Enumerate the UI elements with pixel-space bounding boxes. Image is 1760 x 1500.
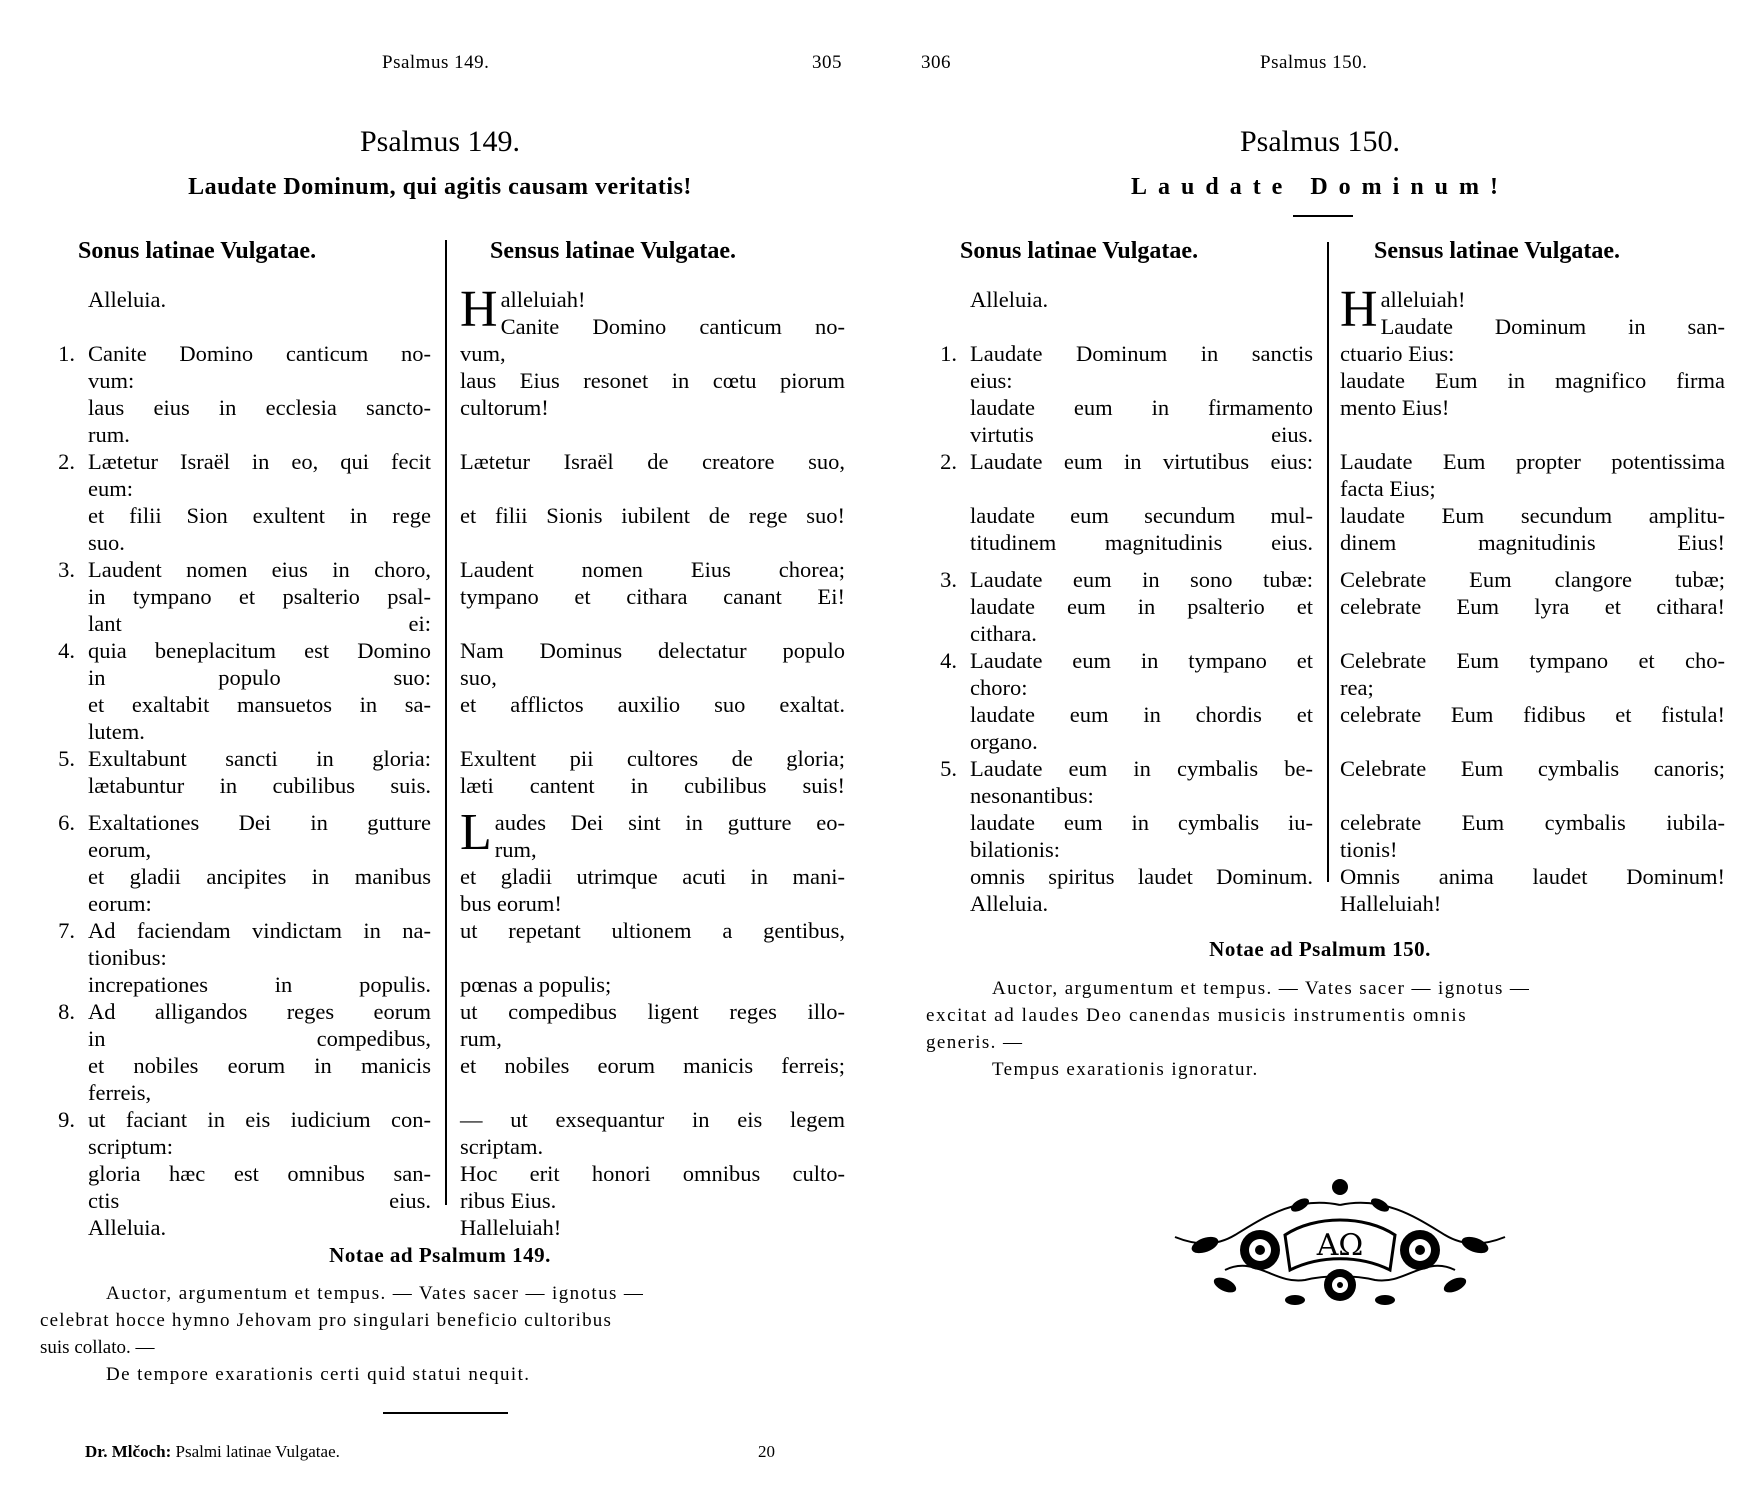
column-head-sensus: Sensus latinae Vulgatae.	[490, 238, 737, 264]
verse-number: 2.	[58, 449, 75, 474]
verse-line: cithara.	[970, 621, 1037, 646]
verse-sensus	[1340, 566, 1725, 620]
verse-line: Alleluia.	[88, 287, 167, 312]
verse-line: eius:	[970, 368, 1013, 393]
verse-line: ferreis,	[88, 1080, 152, 1105]
verse-sensus	[460, 804, 845, 917]
verse-number: 8.	[58, 999, 75, 1024]
verse-line	[460, 944, 845, 971]
verse-sensus	[1340, 340, 1725, 421]
verse-line: Ad alligandos reges eorum	[88, 999, 431, 1024]
verse-line: laudate Eum in magnifico firma	[1340, 368, 1725, 393]
verse-line: omnis spiritus laudet Dominum.	[970, 864, 1313, 889]
verse-line: eorum,	[88, 837, 152, 862]
verse-line: in compedibus,	[88, 1026, 431, 1051]
verse-line: eorum:	[88, 891, 152, 916]
verse-line: et afflictos auxilio suo exaltat.	[460, 692, 845, 717]
verse-line	[970, 475, 1313, 502]
verse-sensus	[460, 340, 845, 421]
verse-sensus	[460, 281, 845, 340]
verse-sonus	[970, 340, 1313, 448]
verse-line	[1340, 782, 1725, 809]
verse-sensus	[460, 448, 845, 529]
verse-line: ribus Eius.	[460, 1188, 557, 1213]
verse-line: ut faciant in eis iudicium con-	[88, 1107, 431, 1132]
notes-line: De tempore exarationis certi quid statui nequit.	[106, 1364, 531, 1385]
verse-line: Laudate eum in tympano et	[970, 648, 1313, 673]
verse-line: Canite Domino canticum no-	[88, 341, 431, 366]
verse-line: celebrate Eum fidibus et fistula!	[1340, 702, 1725, 727]
drop-cap: L	[460, 804, 492, 861]
column-head-sensus: Sensus latinae Vulgatae.	[1374, 238, 1621, 264]
verse-line: lætabuntur in cubilibus suis.	[88, 773, 431, 798]
verse-line: et nobiles eorum in manicis	[88, 1053, 431, 1078]
verse-line: laudate eum in chordis et	[970, 702, 1313, 727]
verse-sonus	[88, 448, 431, 556]
verse-line: Halleluiah!	[460, 1215, 562, 1240]
verse-line	[460, 475, 845, 502]
verse-line: rum,	[494, 837, 537, 862]
page-number: 305	[812, 52, 842, 73]
verse-line: Exultabunt sancti in gloria:	[88, 746, 431, 771]
verse-number: 1.	[58, 341, 75, 366]
verse-line: facta Eius;	[1340, 476, 1436, 501]
verse-line: Halleluiah!	[1340, 891, 1442, 916]
psalm-subtitle: Laudate Dominum!	[1130, 174, 1510, 200]
verse-line: mento Eius!	[1340, 395, 1450, 420]
verse-line: rum.	[88, 422, 130, 447]
verse-line: Laudate eum in virtutibus eius:	[970, 449, 1313, 474]
verse-sensus	[1340, 647, 1725, 728]
verse-sensus	[1340, 281, 1725, 340]
verse-line: Laudate Dominum in sanctis	[970, 341, 1313, 366]
verse-number: 7.	[58, 918, 75, 943]
verse-line: scriptam.	[460, 1134, 544, 1159]
notes-line: suis collato. —	[40, 1337, 155, 1358]
verse-line: et filii Sion exultent in rege	[88, 503, 431, 528]
verse-line: et exaltabit mansuetos in sa-	[88, 692, 431, 717]
verse-line: Laudate eum in cymbalis be-	[970, 756, 1313, 781]
verse-line: læti cantent in cubilibus suis!	[460, 773, 845, 798]
verse-line: celebrate Eum cymbalis iubila-	[1340, 810, 1725, 835]
verse-line: Canite Domino canticum no-	[500, 314, 845, 339]
verse-sensus	[460, 637, 845, 718]
verse-line: Alleluia.	[970, 891, 1049, 916]
verse-line: et gladii utrimque acuti in mani-	[460, 864, 845, 889]
verse-line: organo.	[970, 729, 1038, 754]
verse-line: in populo suo:	[88, 665, 431, 690]
verse-line: Laudate eum in sono tubæ:	[970, 567, 1313, 592]
verse-sonus	[88, 286, 431, 313]
verse-line: choro:	[970, 675, 1028, 700]
notes-title: Notae ad Psalmum 149.	[329, 1243, 551, 1267]
verse-line: in tympano et psalterio psal-	[88, 584, 431, 609]
verse-line: vum:	[88, 368, 135, 393]
column-divider	[1327, 242, 1329, 882]
psalm-title: Psalmus 149.	[359, 125, 521, 158]
verse-line: Lætetur Israël in eo, qui fecit	[88, 449, 431, 474]
verse-line: Alleluia.	[970, 287, 1049, 312]
verse-line: nesonantibus:	[970, 783, 1094, 808]
verse-line: scriptum:	[88, 1134, 173, 1159]
verse-sonus	[88, 917, 431, 998]
notes-line: excitat ad laudes Deo canendas musicis instrumentis omnis	[926, 1005, 1468, 1026]
running-head: Psalmus 150.	[1260, 52, 1368, 73]
verse-sensus	[460, 1106, 845, 1241]
verse-line: eum:	[88, 476, 133, 501]
verse-number: 1.	[940, 341, 957, 366]
verse-line: Omnis anima laudet Dominum!	[1340, 864, 1725, 889]
footer-signature: 20	[758, 1442, 775, 1461]
verse-line: Exaltationes Dei in gutture	[88, 810, 431, 835]
verse-sensus	[460, 556, 845, 610]
verse-line: Hoc erit honori omnibus culto-	[460, 1161, 845, 1186]
verse-line: audes Dei sint in gutture eo-	[494, 810, 845, 835]
verse-line: suo.	[88, 530, 125, 555]
verse-line: et filii Sionis iubilent de rege suo!	[460, 503, 845, 528]
ornament-letters: ΑΩ	[1316, 1228, 1364, 1263]
verse-sonus	[970, 647, 1313, 755]
verse-number: 4.	[58, 638, 75, 663]
verse-line: Celebrate Eum tympano et cho-	[1340, 648, 1725, 673]
verse-sonus	[970, 448, 1313, 556]
notes-text	[926, 975, 1732, 1083]
verse-number: 9.	[58, 1107, 75, 1132]
verse-line: laus Eius resonet in cœtu piorum	[460, 368, 845, 393]
verse-number: 3.	[940, 567, 957, 592]
verse-line: — ut exsequantur in eis legem	[460, 1107, 845, 1132]
verse-line: bilationis:	[970, 837, 1060, 862]
verse-line: virtutis eius.	[970, 422, 1313, 447]
verse-line: Lætetur Israël de creatore suo,	[460, 449, 845, 474]
verse-line: tionibus:	[88, 945, 167, 970]
column-divider	[445, 240, 447, 1205]
notes-line: Tempus exarationis ignoratur.	[992, 1059, 1259, 1080]
notes-title: Notae ad Psalmum 150.	[1209, 937, 1431, 961]
verse-line: et gladii ancipites in manibus	[88, 864, 431, 889]
footer-rule	[383, 1412, 508, 1414]
notes-line: Auctor, argumentum et tempus. — Vates sacer — ignotus —	[106, 1283, 645, 1304]
verse-number: 4.	[940, 648, 957, 673]
verse-sonus	[88, 340, 431, 448]
verse-sensus	[460, 998, 845, 1079]
verse-line: increpationes in populis.	[88, 972, 431, 997]
verse-number: 2.	[940, 449, 957, 474]
notes-text	[40, 1280, 845, 1388]
psalm-subtitle: Laudate Dominum, qui agitis causam veritatis!	[188, 174, 692, 200]
verse-line: Celebrate Eum clangore tubæ;	[1340, 567, 1725, 592]
verse-sonus	[88, 1106, 431, 1241]
verse-line: pœnas a populis;	[460, 972, 612, 997]
column-head-sonus: Sonus latinae Vulgatae.	[960, 238, 1199, 264]
notes-line: Auctor, argumentum et tempus. — Vates sacer — ignotus —	[992, 978, 1531, 999]
verse-line: Ad faciendam vindictam in na-	[88, 918, 431, 943]
drop-cap: H	[1340, 281, 1378, 338]
verse-line: Alleluia.	[88, 1215, 167, 1240]
verse-number: 5.	[940, 756, 957, 781]
verse-line: dinem magnitudinis Eius!	[1340, 530, 1725, 555]
verse-line: alleluiah!	[500, 287, 586, 312]
verse-number: 5.	[58, 746, 75, 771]
verse-sensus	[460, 745, 845, 799]
verse-sensus	[1340, 448, 1725, 556]
verse-sonus	[88, 809, 431, 917]
verse-number: 3.	[58, 557, 75, 582]
verse-line: suo,	[460, 665, 497, 690]
verse-line: ctis eius.	[88, 1188, 431, 1213]
verse-line: ut compedibus ligent reges illo-	[460, 999, 845, 1024]
footer-book: Psalmi latinae Vulgatae.	[175, 1442, 340, 1461]
verse-line: lutem.	[88, 719, 145, 744]
verse-line: gloria hæc est omnibus san-	[88, 1161, 431, 1186]
verse-line: lant ei:	[88, 611, 431, 636]
verse-sonus	[970, 566, 1313, 647]
verse-line: Nam Dominus delectatur populo	[460, 638, 845, 663]
verse-sonus	[88, 556, 431, 637]
footer-author: Dr. Mlčoch:	[85, 1442, 172, 1461]
verse-sensus	[460, 917, 845, 998]
verse-line: ut repetant ultionem a gentibus,	[460, 918, 845, 943]
verse-line: laudate eum in psalterio et	[970, 594, 1313, 619]
verse-line: Exultent pii cultores de gloria;	[460, 746, 845, 771]
verse-line: Laudate Eum propter potentissima	[1340, 449, 1725, 474]
verse-line: bus eorum!	[460, 891, 562, 916]
verse-line: quia beneplacitum est Domino	[88, 638, 431, 663]
verse-sonus	[970, 755, 1313, 917]
verse-line: tympano et cithara canant Ei!	[460, 584, 845, 609]
verse-line: titudinem magnitudinis eius.	[970, 530, 1313, 555]
verse-line: vum,	[460, 341, 506, 366]
title-rule	[1293, 215, 1353, 217]
verse-sonus	[88, 637, 431, 745]
verse-line: celebrate Eum lyra et cithara!	[1340, 594, 1725, 619]
verse-line: alleluiah!	[1380, 287, 1466, 312]
verse-line: cultorum!	[460, 395, 549, 420]
verse-number: 6.	[58, 810, 75, 835]
verse-line: laudate eum in firmamento	[970, 395, 1313, 420]
verse-line: rum,	[460, 1026, 502, 1051]
page-number: 306	[921, 52, 951, 73]
verse-line: laudate eum secundum mul-	[970, 503, 1313, 528]
verse-sonus	[970, 286, 1313, 313]
verse-line: et nobiles eorum manicis ferreis;	[460, 1053, 845, 1078]
verse-sonus	[88, 998, 431, 1106]
verse-line: Celebrate Eum cymbalis canoris;	[1340, 756, 1725, 781]
verse-sonus	[88, 745, 431, 799]
running-head: Psalmus 149.	[382, 52, 490, 73]
alpha-omega-floral-ornament	[1165, 1175, 1515, 1325]
verse-line: rea;	[1340, 675, 1374, 700]
verse-line: ctuario Eius:	[1340, 341, 1455, 366]
verse-line: laudate Eum secundum amplitu-	[1340, 503, 1725, 528]
verse-line: Laudent nomen Eius chorea;	[460, 557, 845, 582]
verse-line: Laudate Dominum in san-	[1380, 314, 1725, 339]
verse-line: laus eius in ecclesia sancto-	[88, 395, 431, 420]
verse-sensus	[1340, 755, 1725, 917]
verse-line: tionis!	[1340, 837, 1398, 862]
footer-imprint	[85, 1442, 340, 1462]
notes-line: celebrat hocce hymno Jehovam pro singulari beneficio cultoribus	[40, 1310, 613, 1331]
drop-cap: H	[460, 281, 498, 338]
verse-line: laudate eum in cymbalis iu-	[970, 810, 1313, 835]
notes-line: generis. —	[926, 1032, 1024, 1053]
psalm-title: Psalmus 150.	[1239, 125, 1401, 158]
verse-line: Laudent nomen eius in choro,	[88, 557, 431, 582]
column-head-sonus: Sonus latinae Vulgatae.	[78, 238, 317, 264]
